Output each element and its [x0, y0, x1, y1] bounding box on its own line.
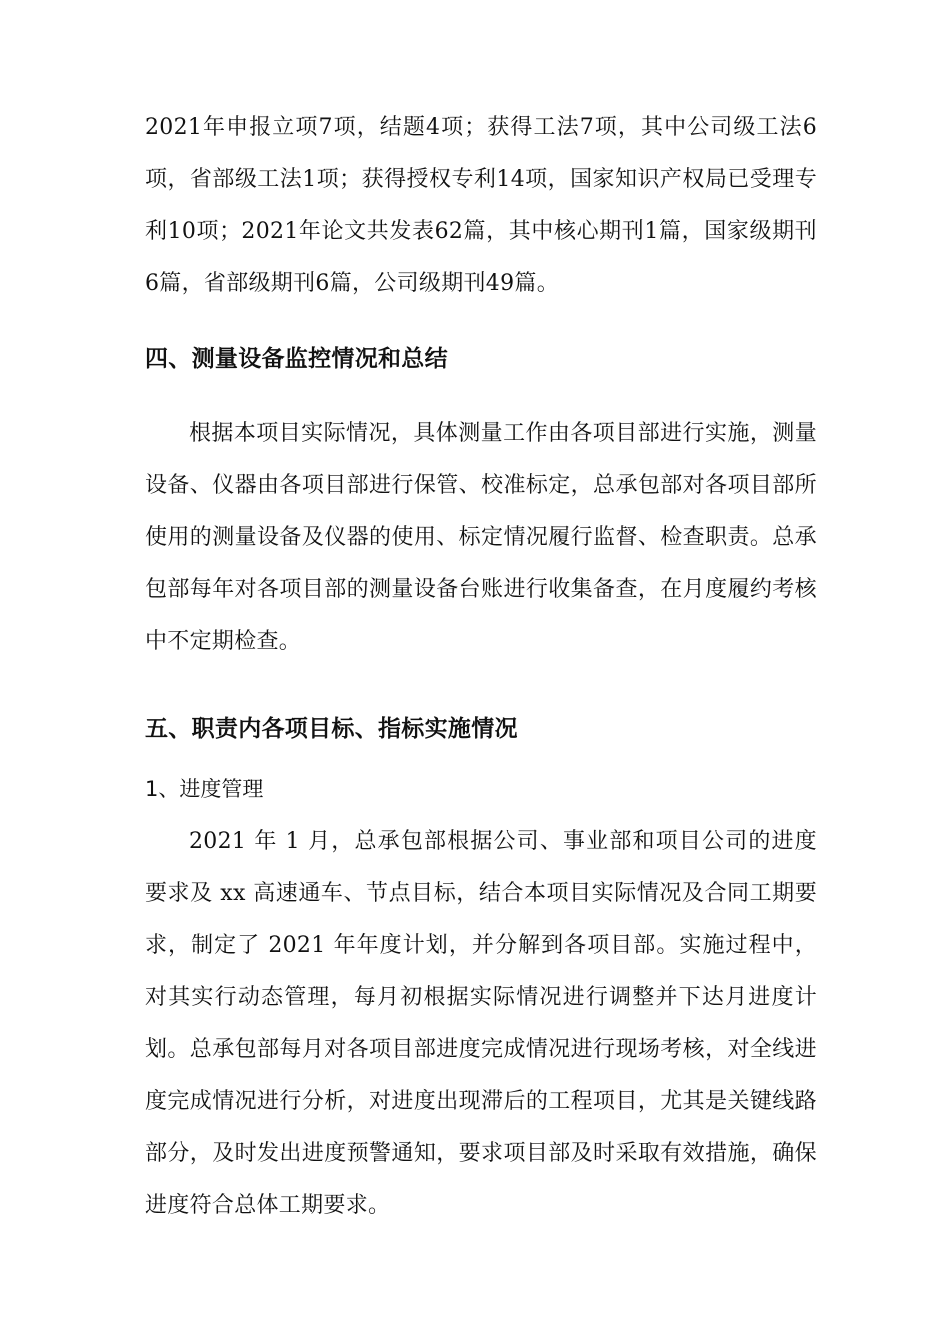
paragraph-progress: 2021 年 1 月，总承包部根据公司、事业部和项目公司的进度要求及 xx 高速通车、节点目标，结合本项目实际情况及合同工期要求，制定了 2021 年年度计划，并分解到各项目部。实施过程中，对其实行动态管理，每月初根据实际情况进行调整并下达月进度计划。总承包部每月对各项目部进度完成情况进行现场考核，对全线进度完成情况进行分析，对进度出现滞后的工程项目，尤其是关键线路部分，及时发出进度预警通知，要求项目部及时采取有效措施，确保进度符合总体工期要求。 [145, 829, 817, 1218]
document-content [145, 102, 817, 1232]
sub-heading-progress: 1、进度管理 [145, 777, 264, 801]
section-heading-targets: 五、职责内各项目标、指标实施情况 [145, 716, 518, 742]
section-heading-measurement: 四、测量设备监控情况和总结 [145, 346, 448, 372]
paragraph-research-summary: 2021年申报立项7项，结题4项；获得工法7项，其中公司级工法6项，省部级工法1项；获得授权专利14项，国家知识产权局已受理专利10项；2021年论文共发表62篇，其中核心期刊1篇，国家级期刊6篇，省部级期刊6篇，公司级期刊49篇。 [145, 115, 817, 296]
paragraph-measurement: 根据本项目实际情况，具体测量工作由各项目部进行实施，测量设备、仪器由各项目部进行保管、校准标定，总承包部对各项目部所使用的测量设备及仪器的使用、标定情况履行监督、检查职责。总承包部每年对各项目部的测量设备台账进行收集备查，在月度履约考核中不定期检查。 [145, 421, 817, 654]
